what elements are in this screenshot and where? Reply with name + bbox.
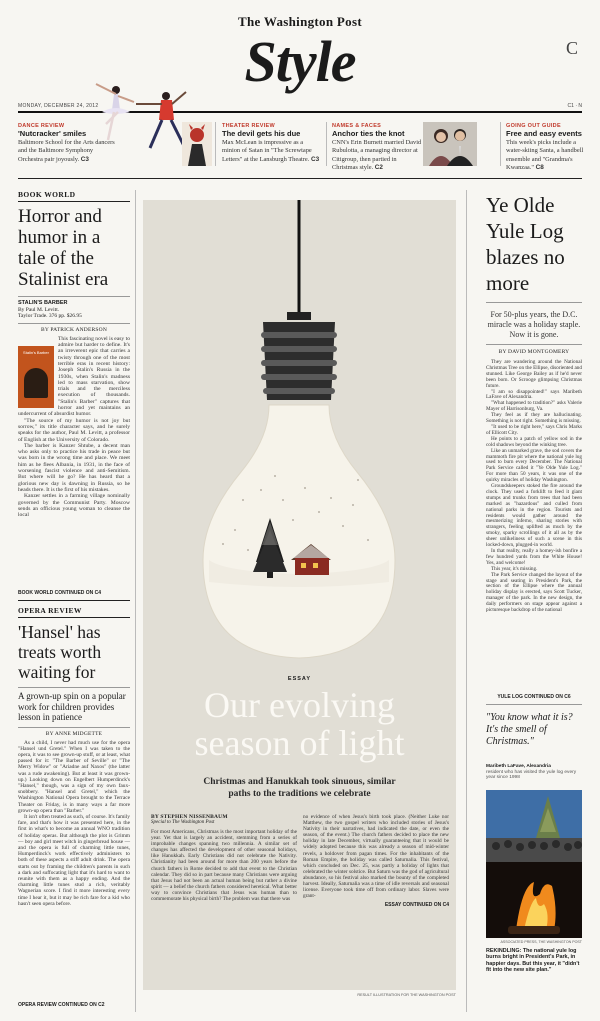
photo-caption: REKINDLING: The national yule log burns bright in President's Park, in happier days. But this year, it "didn't fit into the new site plan." [486,948,580,974]
divider [486,344,582,345]
article-body: "What happened to tradition?" asks Valerie Mayer of Harrisonburg, Va. [486,400,582,413]
teaser-body: This week's picks include a water-skiing Santa, a handbell ensemble and "Grandma's Kwanzaa." [506,138,584,172]
yule-body [486,360,582,614]
article-body: He points to a patch of yellow sod in the cold shadows beyond the winking tree. [486,435,582,448]
article-body: "The source of my humor is not joy but sorrow," its title character says, and he surely speaks for the author, Paul M. Levitt, a professor of English at the University of Colorado. [18,417,130,443]
light-bulb-illustration [143,200,456,670]
divider [18,727,130,728]
teaser-headline: Free and easy events [506,129,582,139]
teaser-page: C2 [374,164,383,172]
teaser-body: CNN's Erin Burnett married David Rubulotta, a managing director at Citigroup, then partied in Christmas style. [332,138,422,172]
teaser-headline: The devil gets his due [222,129,301,139]
article-body: The Park Service changed the layout of the stage and seating in President's Park, the section of the Ellipse where the annual holiday display is erected, says Scott Tucker, manager of the park. In the new design, the daily performers on stage appear against a picturesque backdrop of the national [486,571,582,614]
yule-log-photo [486,790,582,938]
teaser-going-out[interactable] [506,122,584,172]
section-rule [18,201,130,202]
book-publisher: Taylor Trade. 376 pp. $26.95 [18,313,82,320]
article-body: Like an unmarked grave, the sod covers the mammoth fire pit where the national yule log used to burn every December. The National Park Service called it "Ye Olde Yule Log." For more than 50 years, it was one of the quirky miracles of holiday Washington. [486,447,582,484]
essay-label: ESSAY [287,676,312,682]
byline: BY DAVID MONTGOMERY [498,349,570,355]
article-body: no evidence of when Jesus's birth took place. (Neither Luke nor Matthew, the two gospel writers who included stories of Jesus's Nativity in their narratives, had indicated the date, or even the season, of the event.) The church fathers decided to place the new holiday in late December, virtually guaranteeing that it would be widely adopted because this was already a season of mid-winter revels, a holdover from pagan times. For the inhabitants of the Roman Empire, the holiday was called Saturnalia. This festival, which concluded on Dec. 25, was partly a holiday of lights that celebrated the winter solstice. But Saturn was the god of agricultural abundance, so his festival also marked the bounty of the completed harvest. Ideally, Saturnalia was a time of idle reversals and seasonal license. Everyone took time off from ordinary labor. Slaves were grant- [303,814,449,900]
section-letter: C [565,38,578,58]
pull-quote: "You know what it is? It's the smell of Christmas." [486,712,573,747]
teaser-headline: 'Nutcracker' smiles [18,129,87,139]
byline: BY STEPHEN NISSENBAUM [151,814,228,820]
column-rule [135,190,136,1012]
teaser-page: C3 [310,155,320,163]
book-author: By Paul M. Levitt. [18,306,60,313]
opera-story [18,606,130,907]
jump-line[interactable]: YULE LOG CONTINUED ON C6 [497,694,571,700]
jump-line[interactable]: BOOK WORLD CONTINUED ON C4 [18,590,102,596]
teaser-kicker: NAMES & FACES [332,123,382,129]
folio: C1 · N [567,103,582,109]
teaser-kicker: THEATER REVIEW [222,123,275,129]
book-world-story [18,190,130,518]
headline[interactable]: Horror and humor in a tale of the Stalinist era [18,206,109,290]
headline[interactable]: 'Hansel' has treats worth waiting for [18,622,102,682]
article-body: "It used to be right here," says Chris Marks of Ellicott City. [486,423,582,436]
essay-headline[interactable] [143,686,456,762]
book-title: STALIN'S BARBER [18,300,68,306]
byline-affiliation: Special to The Washington Post [151,820,215,825]
book-cover-title: Stalin's Barber [23,349,49,355]
yule-deck: For 50-plus years, the D.C. miracle was a holiday staple. Now it is gone. [487,310,581,339]
photo-credit: ASSOCIATED PRESS, THE WASHINGTON POST [500,940,582,944]
article-body: For most Americans, Christmas is the most important holiday of the year. Yet that is largely an accident, stemming from a series of improbable changes spanning two millennia. A similar set of changes has affected the development of other seasonal holidays, like Hanukkah. Early Christians did not celebrate the Nativity. Christianity had been around for more than 200 years before the church fathers in Rome decided to add that event to the Christian calendar. They did so in part because many Christians were arguing that Jesus had not been an actual human being but rather a divine spirit — a belief the church fathers considered heretical. What better way to convince Christians that Jesus was human than to commemorate his physical birth? The problem was that there was [151,829,297,903]
teaser-page: C8 [535,164,544,172]
teaser-theater[interactable] [222,122,322,164]
yule-headline[interactable]: Ye Olde Yule Log blazes no more [486,193,565,295]
teaser-kicker: DANCE REVIEW [18,123,65,129]
book-cover-image [18,346,54,408]
devil-illustration [182,122,212,166]
divider [486,302,582,303]
essay-column-1 [151,814,297,902]
essay-deck: Christmas and Hanukkah took sinuous, similar paths to the traditions we celebrate [203,777,396,799]
byline: BY ANNE MIDGETTE [45,730,103,737]
article-body: This fascinating novel is easy to admire but harder to define. It's an irreverent epic that carries a twisty through one of the most terrible eras in recent history: Joseph Stalin's Russia in the 1930s, when Stalin's madness led to mass starvation, show trials and the merciless execution of thousands. "Stalin's Barber" captures that horror and yet maintains an undercurrent of absurdist humor. [18,335,130,418]
section-rule [18,600,130,601]
jump-line[interactable]: ESSAY CONTINUED ON C4 [384,902,449,909]
teaser-body: Baltimore School for the Arts dancers and the Baltimore Symphony Orchestra pair joyously. [18,138,115,163]
masthead-brand: The Washington Post [238,14,362,29]
teaser-divider [326,122,327,166]
article-body: They feel as if they are hallucinating. Something is not right. Something is missing. [486,412,582,425]
article-body: They are wandering around the National Christmas Tree on the Ellipse, disoriented and stunned. Like George Bailey as if he'd never been born. Or Scrooge glimpsing Christmas future. [486,359,582,389]
divider [486,704,582,705]
divider [18,687,130,688]
article-body: "I am so disappointed!" says Maribeth LaFave of Alexandria. [486,388,582,401]
attribution-name: Maribeth LaFave, Alexandria [486,764,551,769]
divider [18,323,130,324]
article-body: The barber is Kanzer Shtube, a decent man who asks only to practice his trade in peace but was born in the wrong time and place. We meet him as he flees Albania, in 1931, in the face of worsening fascist violence and anti-Semitism. But where will he go? He has heard that a glorious new day is dawning in Russia, so he heads there. It is the first of his mistakes. [18,442,130,493]
deck: A grown-up spin on a popular work for children provides lesson in patience [18,691,126,722]
pull-quote-attribution [486,764,582,781]
teaser-names[interactable] [332,122,422,172]
article-body: It isn't often treated as such, of course. It's family fare, and that's how it was presented here, in the first in what's to become an annual WNO tradition of holiday operas. But although the plot is Grimm — boy and girl meet witch in gingerbread house — and the opera is full of charming little tunes, Humperdinck's work effectively administers to both of these aspects a stiff adult drink. The opera starts out by framing the children's parents in such a dark and suffocating light that it's hard to want to reunite with them as a happy ending. And the charming little tunes stud a rich, veritably Wagnerian score. I find it more interesting every time I hear it, but it may be rich fare for a kid who hasn't seen opera before. [18,813,130,907]
attribution-detail: resident who has visited the yule log every year since 1998 [486,769,577,781]
column-rule [466,190,467,1012]
divider [18,296,130,297]
byline: BY PATRICK ANDERSON [40,326,108,333]
teaser-page: C3 [80,155,89,163]
couple-photo [423,122,477,166]
jump-line[interactable]: OPERA REVIEW CONTINUED ON C2 [18,1002,105,1008]
article-body: In that reality, really a homey-ish bonfire a few hundred yards from the White House! Yes, and welcome! [486,548,582,566]
section-label: OPERA REVIEW [18,606,82,615]
headline-line: season of light [194,723,405,763]
essay-illustration-panel [143,200,456,990]
article-body: As a child, I never had much use for the opera "Hansel und Gretel." When I was taken to the opera, it was to see grown-up stuff, or at least, what passed for it: "The Barber of Seville" or "The Merry Widow" or "Ariadne auf Naxos" (the latter was a rude awakening). But at least it was grown-up.) Looking down on Engelbert Humperdinck's "Hansel," though, was a sign of my own faux-snobbery. "Hansel and Gretel," which the Washington National Opera brought to the Terrace Theater on Friday, is in many ways a far more grown-up opera than "Barber." [18,739,130,814]
essay-column-2 [303,814,449,908]
teaser-body: Max McLean is impressive as a minion of Satan in "The Screwtape Letters" at the Lansburgh Theatre. [222,138,312,163]
teaser-headline: Anchor ties the knot [332,129,405,139]
section-label: BOOK WORLD [18,190,76,199]
teaser-rule [18,178,582,179]
illustration-credit: RESULT ILLUSTRATION FOR THE WASHINGTON POST [357,993,456,997]
article-body: Kanzer settles in a farming village nominally governed by the Communist Party. Moscow sends an officious young woman to cleanse the local [18,493,130,519]
teaser-dance[interactable] [18,122,118,164]
masthead-title: Style [244,29,356,94]
headline-line: Our evolving [204,685,395,725]
article-body: This year, it's missing. [491,565,538,572]
teaser-divider [215,122,216,166]
teaser-kicker: GOING OUT GUIDE [506,123,561,129]
dateline: MONDAY, DECEMBER 24, 2012 [18,103,99,109]
teaser-divider [500,122,501,166]
article-body: Groundskeepers stoked the fire around the clock. They used a forklift to feed it giant stumps and trunks from trees that had been marked as "hazardous" and culled from national parks in the region. Tourists and residents would gather around the mesmerizing inferno, sharing stories with strangers, feeling uplifted as much by the smoky, sparky scrollings of it all as by the sheer unlikeliness of such a scene in this locked-down, plugged-in world. [486,483,582,549]
section-rule [18,617,130,618]
